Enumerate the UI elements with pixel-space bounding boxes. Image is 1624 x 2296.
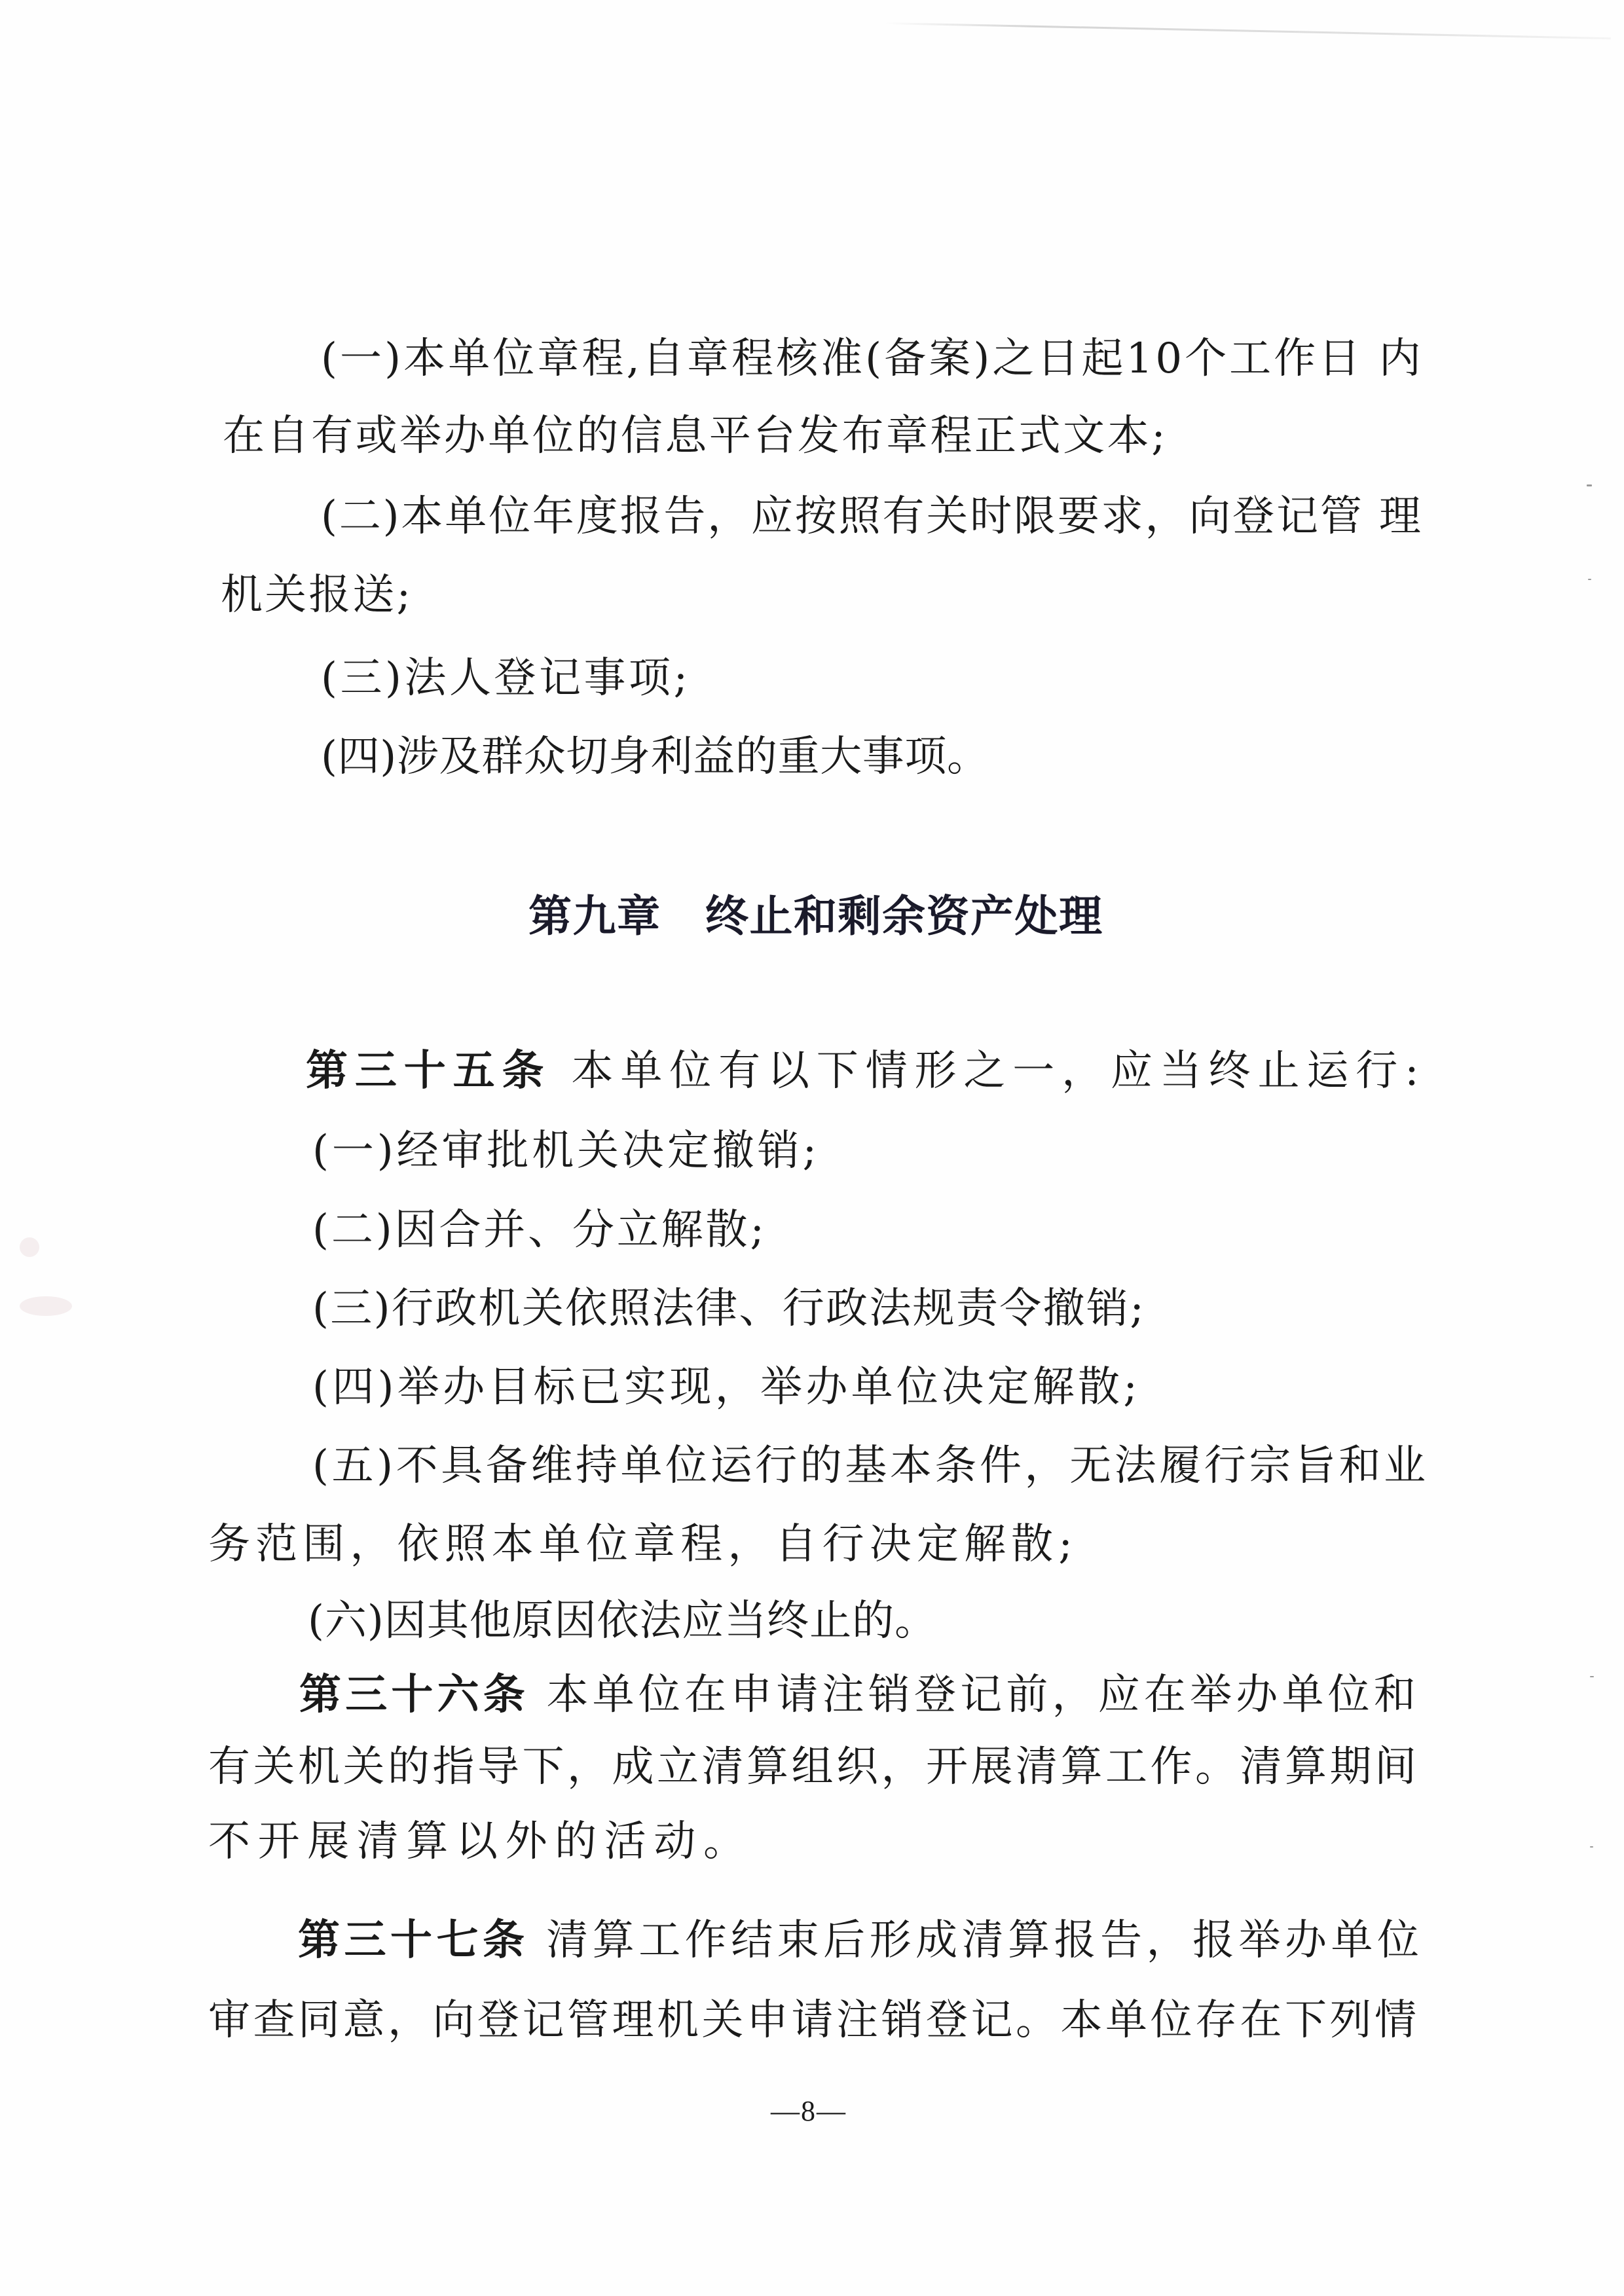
article-36-line: 不 开 展 清 算 以 外 的 活 动 。 bbox=[208, 1817, 745, 1866]
article-35-line: 第 三 十 五 条 本 单 位 有 以 下 情 形 之 一 ， 应 当 终 止 运 行 : bbox=[306, 1047, 1419, 1095]
article-35-line: ( 五 ) 不 具 备 维 持 单 位 运 行 的 基 本 条 件 ， 无 法 履 行 宗 旨 和 业 bbox=[312, 1442, 1426, 1490]
scan-speck bbox=[1588, 579, 1591, 580]
scan-smudge bbox=[20, 1237, 39, 1257]
item-line: ( 三 ) 法 人 登 记 事 项 ; bbox=[321, 654, 688, 702]
item-line: 在 自 有 或 举 办 单 位 的 信 息 平 台 发 布 章 程 正 式 文 本 ; bbox=[223, 412, 1166, 460]
article-35-line: ( 二 ) 因 合 并 、 分 立 解 散 ; bbox=[312, 1206, 764, 1254]
article-35-line: ( 一 ) 经 审 批 机 关 决 定 撤 销 ; bbox=[312, 1127, 817, 1175]
item-line: ( 一 ) 本 单 位 章 程 , 自 章 程 核 准 ( 备 案 ) 之 日 起 1 0 个 工 作 日 内 bbox=[321, 335, 1421, 383]
article-35-line: ( 六 ) 因 其 他 原 因 依 法 应 当 终 止 的 。 bbox=[308, 1597, 936, 1645]
item-line: ( 四 ) 涉 及 群 众 切 身 利 益 的 重 大 事 项 。 bbox=[321, 733, 989, 781]
article-36-line: 有 关 机 关 的 指 导 下 ， 成 立 清 算 组 织 ， 开 展 清 算 工 作 。 清 算 期 间 bbox=[208, 1743, 1416, 1791]
scan-speck bbox=[1590, 1676, 1594, 1677]
scan-speck bbox=[1590, 1846, 1593, 1848]
scan-speck bbox=[1587, 484, 1592, 486]
scan-artifact-line bbox=[884, 22, 1611, 39]
chapter-heading: 第 九 章 终 止 和 剩 余 资 产 处 理 bbox=[528, 891, 1102, 941]
item-line: ( 二 ) 本 单 位 年 度 报 告 ， 应 按 照 有 关 时 限 要 求 ， 向 登 记 管 理 bbox=[321, 492, 1421, 541]
article-35-line: ( 三 ) 行 政 机 关 依 照 法 律 、 行 政 法 规 责 令 撤 销 ; bbox=[312, 1285, 1144, 1333]
article-35-line: ( 四 ) 举 办 目 标 已 实 现 ， 举 办 单 位 决 定 解 散 ; bbox=[312, 1363, 1137, 1412]
article-35-line: 务 范 围 ， 依 照 本 单 位 章 程 ， 自 行 决 定 解 散 ; bbox=[208, 1520, 1073, 1569]
scan-smudge bbox=[20, 1296, 72, 1316]
page-number: —8— bbox=[771, 2095, 847, 2127]
article-36-line: 第 三 十 六 条 本 单 位 在 申 请 注 销 登 记 前 ， 应 在 举 办 单 位 和 bbox=[299, 1671, 1416, 1719]
item-line: 机 关 报 送 ; bbox=[221, 571, 411, 619]
article-37-line: 审 查 同 意 ， 向 登 记 管 理 机 关 申 请 注 销 登 记 。 本 单 位 存 在 下 列 情 bbox=[208, 1996, 1416, 2045]
article-37-line: 第 三 十 七 条 清 算 工 作 结 束 后 形 成 清 算 报 告 ， 报 举 办 单 位 bbox=[298, 1916, 1419, 1965]
